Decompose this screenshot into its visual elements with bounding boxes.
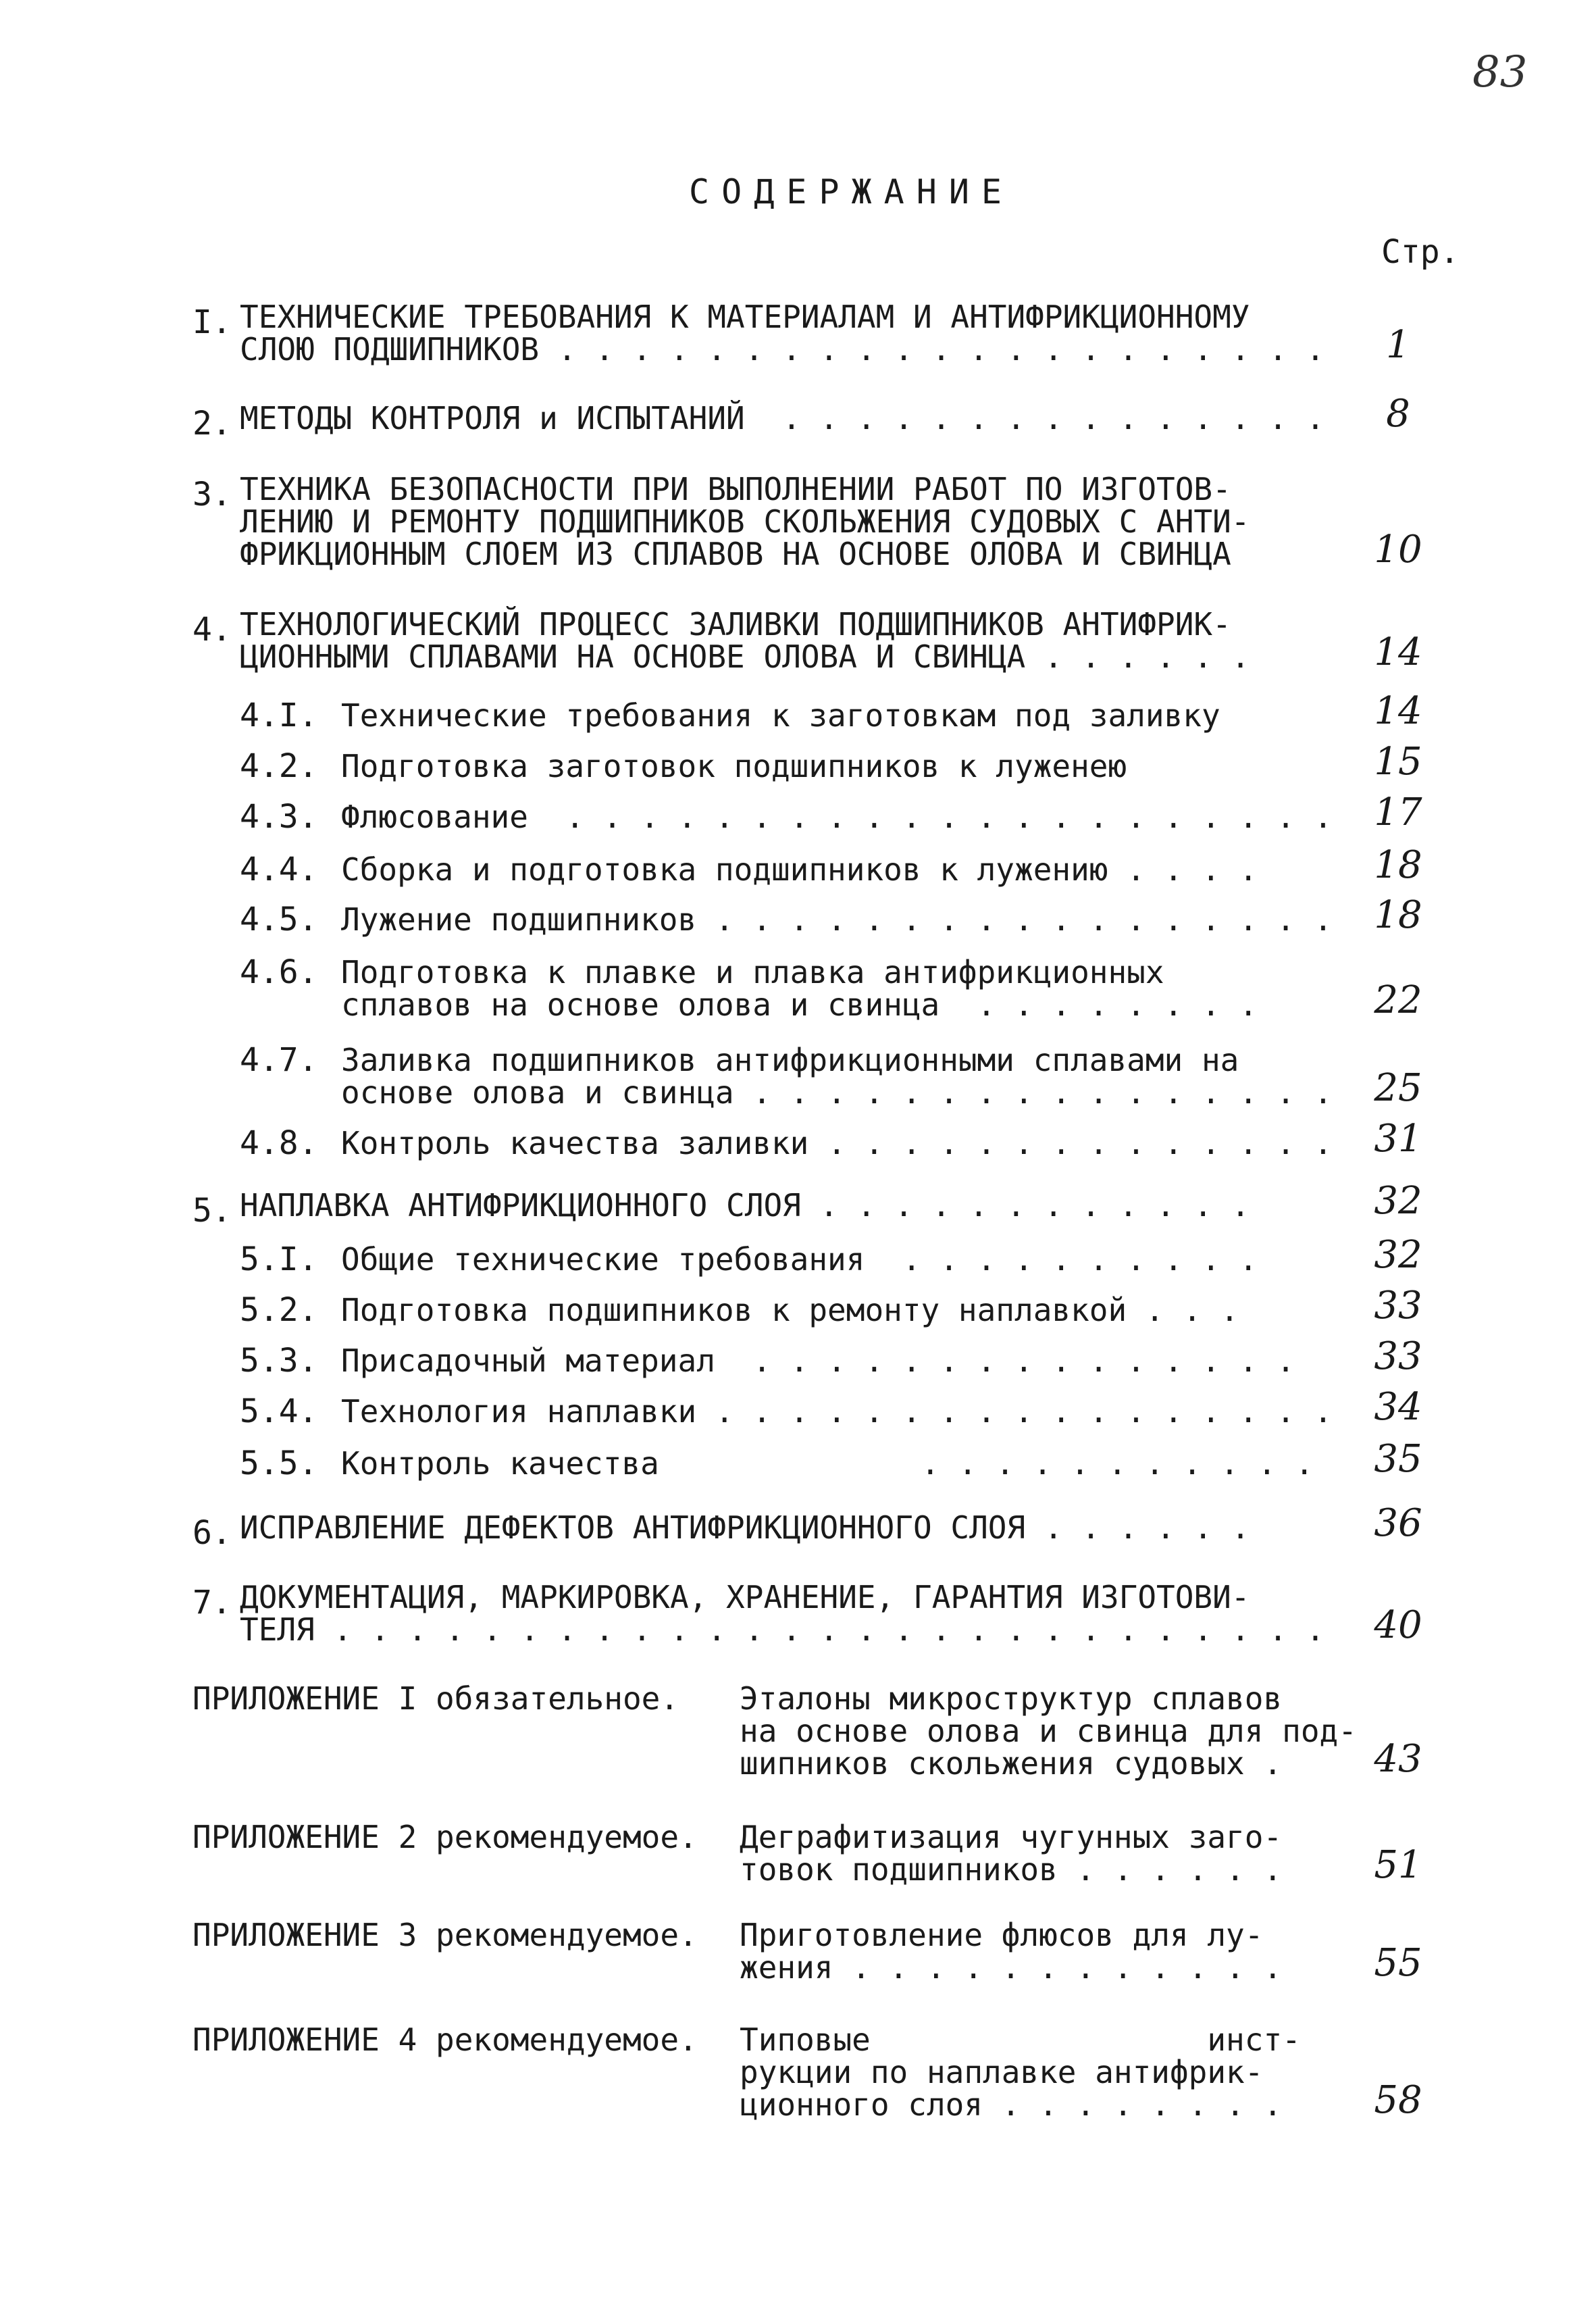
toc-entry-page: 15 xyxy=(1374,740,1422,784)
toc-entry-number: 4.3. xyxy=(240,798,318,836)
toc-entry-text xyxy=(341,1243,1258,1276)
toc-entry-number: 5.3. xyxy=(240,1342,318,1380)
toc-entry-line: Эталоны микроструктур сплавов xyxy=(740,1680,1283,1717)
toc-entry-text xyxy=(740,2023,1301,2121)
toc-entry-number: 4.5. xyxy=(240,901,318,938)
toc-entry-line: ЛЕНИЮ И РЕМОНТУ ПОДШИПНИКОВ СКОЛЬЖЕНИЯ СУДОВЫХ С АНТИ- xyxy=(240,503,1250,540)
toc-entry-page: 36 xyxy=(1374,1501,1422,1545)
toc-entry-text xyxy=(240,1581,1324,1646)
toc-entry-text xyxy=(240,1511,1250,1544)
toc-entry-line: Флюсование . . . . . . . . . . . . . . . . . . . . . xyxy=(341,799,1333,835)
toc-entry-text xyxy=(341,1447,1314,1480)
toc-entry-page: 22 xyxy=(1374,978,1422,1022)
toc-entry-page: 35 xyxy=(1374,1437,1422,1481)
toc-entry-line: на основе олова и свинца для под- xyxy=(740,1713,1357,1749)
toc-entry-number: ПРИЛОЖЕНИЕ 4 рекомендуемое. xyxy=(192,2021,698,2058)
toc-entry-text xyxy=(341,903,1333,936)
toc-entry-line: Заливка подшипников антифрикционными сплавами на xyxy=(341,1042,1239,1078)
toc-entry-line: жения . . . . . . . . . . . . xyxy=(740,1949,1283,1986)
toc-entry-number: 7. xyxy=(192,1584,232,1621)
toc-entry-line: Типовые инст- xyxy=(740,2021,1301,2058)
toc-entry-line: ИСПРАВЛЕНИЕ ДЕФЕКТОВ АНТИФРИКЦИОННОГО СЛОЯ . . . . . . xyxy=(240,1509,1250,1546)
toc-entry-number: ПРИЛОЖЕНИЕ 3 рекомендуемое. xyxy=(192,1917,698,1953)
toc-entry-text xyxy=(341,1395,1333,1428)
toc-entry-line: Подготовка заготовок подшипников к луженею xyxy=(341,748,1127,784)
toc-entry-text xyxy=(341,853,1258,886)
toc-entry-number: 5.5. xyxy=(240,1444,318,1482)
toc-entry-page: 33 xyxy=(1374,1334,1422,1378)
toc-entry-text xyxy=(240,473,1250,570)
toc-entry-line: ционного слоя . . . . . . . . xyxy=(740,2086,1283,2123)
toc-entry-text xyxy=(740,1919,1282,1984)
toc-entry-page: 14 xyxy=(1374,630,1422,674)
document-title: СОДЕРЖАНИЕ xyxy=(689,172,1014,211)
toc-entry-line: Контроль качества заливки . . . . . . . . . . . . . . xyxy=(341,1125,1333,1161)
toc-entry-line: сплавов на основе олова и свинца . . . . . . . . xyxy=(341,986,1258,1023)
toc-entry-line: НАПЛАВКА АНТИФРИКЦИОННОГО СЛОЯ . . . . . . . . . . . . xyxy=(240,1187,1250,1224)
toc-entry-line: Лужение подшипников . . . . . . . . . . . . . . . . . xyxy=(341,901,1333,938)
toc-entry-number: 4.7. xyxy=(240,1041,318,1079)
toc-entry-number: 5. xyxy=(192,1192,232,1230)
toc-entry-line: ТЕХНИЧЕСКИЕ ТРЕБОВАНИЯ К МАТЕРИАЛАМ И АНТИФРИКЦИОННОМУ xyxy=(240,299,1250,335)
toc-entry-line: Сборка и подготовка подшипников к лужению . . . . xyxy=(341,851,1258,888)
toc-entry-text xyxy=(240,1189,1250,1222)
toc-entry-page: 33 xyxy=(1374,1284,1422,1328)
toc-entry-line: СЛОЮ ПОДШИПНИКОВ . . . . . . . . . . . . . . . . . . . . . xyxy=(240,331,1325,368)
toc-entry-line: ТЕХНИКА БЕЗОПАСНОСТИ ПРИ ВЫПОЛНЕНИИ РАБОТ ПО ИЗГОТОВ- xyxy=(240,471,1231,507)
toc-entry-line: МЕТОДЫ КОНТРОЛЯ и ИСПЫТАНИЙ . . . . . . . . . . . . . . . xyxy=(240,400,1325,436)
toc-entry-line: ЦИОННЫМИ СПЛАВАМИ НА ОСНОВЕ ОЛОВА И СВИНЦА . . . . . . xyxy=(240,638,1250,675)
toc-entry-line: Деграфитизация чугунных заго- xyxy=(740,1819,1283,1855)
toc-entry-page: 32 xyxy=(1374,1233,1422,1277)
toc-entry-number: I. xyxy=(192,303,232,341)
toc-entry-page: 1 xyxy=(1386,323,1410,367)
toc-entry-page: 18 xyxy=(1374,893,1422,937)
toc-entry-text xyxy=(341,699,1220,732)
toc-entry-line: Технические требования к заготовкам под заливку xyxy=(341,697,1220,734)
toc-entry-text xyxy=(341,956,1258,1021)
toc-entry-text xyxy=(341,801,1333,833)
page-column-header: Стр. xyxy=(1381,233,1460,271)
toc-entry-line: ДОКУМЕНТАЦИЯ, МАРКИРОВКА, ХРАНЕНИЕ, ГАРАНТИЯ ИЗГОТОВИ- xyxy=(240,1579,1250,1615)
toc-entry-page: 17 xyxy=(1374,790,1422,834)
toc-entry-text xyxy=(740,1682,1357,1780)
toc-entry-text xyxy=(341,1294,1239,1326)
toc-entry-line: товок подшипников . . . . . . xyxy=(740,1851,1283,1888)
toc-entry-line: ФРИКЦИОННЫМ СЛОЕМ ИЗ СПЛАВОВ НА ОСНОВЕ ОЛОВА И СВИНЦА xyxy=(240,536,1231,572)
toc-entry-page: 51 xyxy=(1374,1843,1422,1887)
toc-entry-number: 4.4. xyxy=(240,851,318,888)
toc-entry-line: рукции по наплавке антифрик- xyxy=(740,2054,1264,2090)
toc-entry-number: 6. xyxy=(192,1514,232,1552)
toc-entry-line: Подготовка подшипников к ремонту наплавкой . . . xyxy=(341,1292,1239,1328)
toc-entry-line: Приготовление флюсов для лу- xyxy=(740,1917,1264,1953)
toc-entry-line: Присадочный материал . . . . . . . . . . . . . . . xyxy=(341,1342,1295,1379)
toc-entry-line: Общие технические требования . . . . . . . . . . xyxy=(341,1241,1258,1278)
toc-entry-number: 4. xyxy=(192,611,232,649)
toc-entry-page: 10 xyxy=(1374,528,1422,572)
toc-entry-text xyxy=(341,1127,1333,1159)
toc-entry-text xyxy=(240,402,1324,434)
toc-entry-page: 14 xyxy=(1374,689,1422,733)
toc-entry-page: 25 xyxy=(1374,1066,1422,1110)
toc-entry-text xyxy=(341,1344,1295,1377)
toc-entry-page: 31 xyxy=(1374,1117,1422,1161)
toc-entry-page: 40 xyxy=(1374,1603,1422,1647)
toc-entry-number: ПРИЛОЖЕНИЕ 2 рекомендуемое. xyxy=(192,1819,698,1855)
toc-entry-number: 3. xyxy=(192,476,232,513)
toc-entry-page: 43 xyxy=(1374,1737,1422,1781)
toc-entry-page: 8 xyxy=(1386,392,1410,436)
toc-entry-line: Технология наплавки . . . . . . . . . . . . . . . . . xyxy=(341,1393,1333,1430)
toc-entry-line: шипников скольжения судовых . xyxy=(740,1745,1283,1782)
toc-entry-number: 2. xyxy=(192,405,232,443)
toc-entry-page: 32 xyxy=(1374,1179,1422,1223)
toc-entry-line: ТЕЛЯ . . . . . . . . . . . . . . . . . . . . . . . . . . . xyxy=(240,1611,1325,1648)
toc-entry-number: 4.2. xyxy=(240,747,318,785)
toc-entry-number: 5.2. xyxy=(240,1291,318,1329)
toc-entry-text xyxy=(341,1044,1333,1109)
toc-entry-number: 5.I. xyxy=(240,1240,318,1278)
toc-entry-line: Подготовка к плавке и плавка антифрикционных xyxy=(341,954,1164,990)
toc-entry-page: 34 xyxy=(1374,1385,1422,1429)
toc-entry-text xyxy=(341,750,1127,782)
toc-entry-text xyxy=(240,301,1324,366)
toc-entry-number: ПРИЛОЖЕНИЕ I обязательное. xyxy=(192,1680,679,1717)
toc-entry-page: 58 xyxy=(1374,2078,1422,2122)
toc-entry-text xyxy=(240,608,1250,673)
toc-entry-number: 4.I. xyxy=(240,697,318,734)
toc-entry-page: 55 xyxy=(1374,1941,1422,1985)
toc-entry-text xyxy=(740,1821,1282,1886)
toc-entry-number: 4.6. xyxy=(240,953,318,991)
toc-entry-number: 5.4. xyxy=(240,1392,318,1430)
toc-entry-line: ТЕХНОЛОГИЧЕСКИЙ ПРОЦЕСС ЗАЛИВКИ ПОДШИПНИКОВ АНТИФРИК- xyxy=(240,606,1231,643)
toc-entry-line: Контроль качества . . . . . . . . . . . xyxy=(341,1445,1314,1482)
toc-entry-page: 18 xyxy=(1374,843,1422,887)
page-number: 83 xyxy=(1472,47,1528,97)
toc-entry-line: основе олова и свинца . . . . . . . . . . . . . . . . xyxy=(341,1074,1333,1111)
toc-entry-number: 4.8. xyxy=(240,1124,318,1162)
